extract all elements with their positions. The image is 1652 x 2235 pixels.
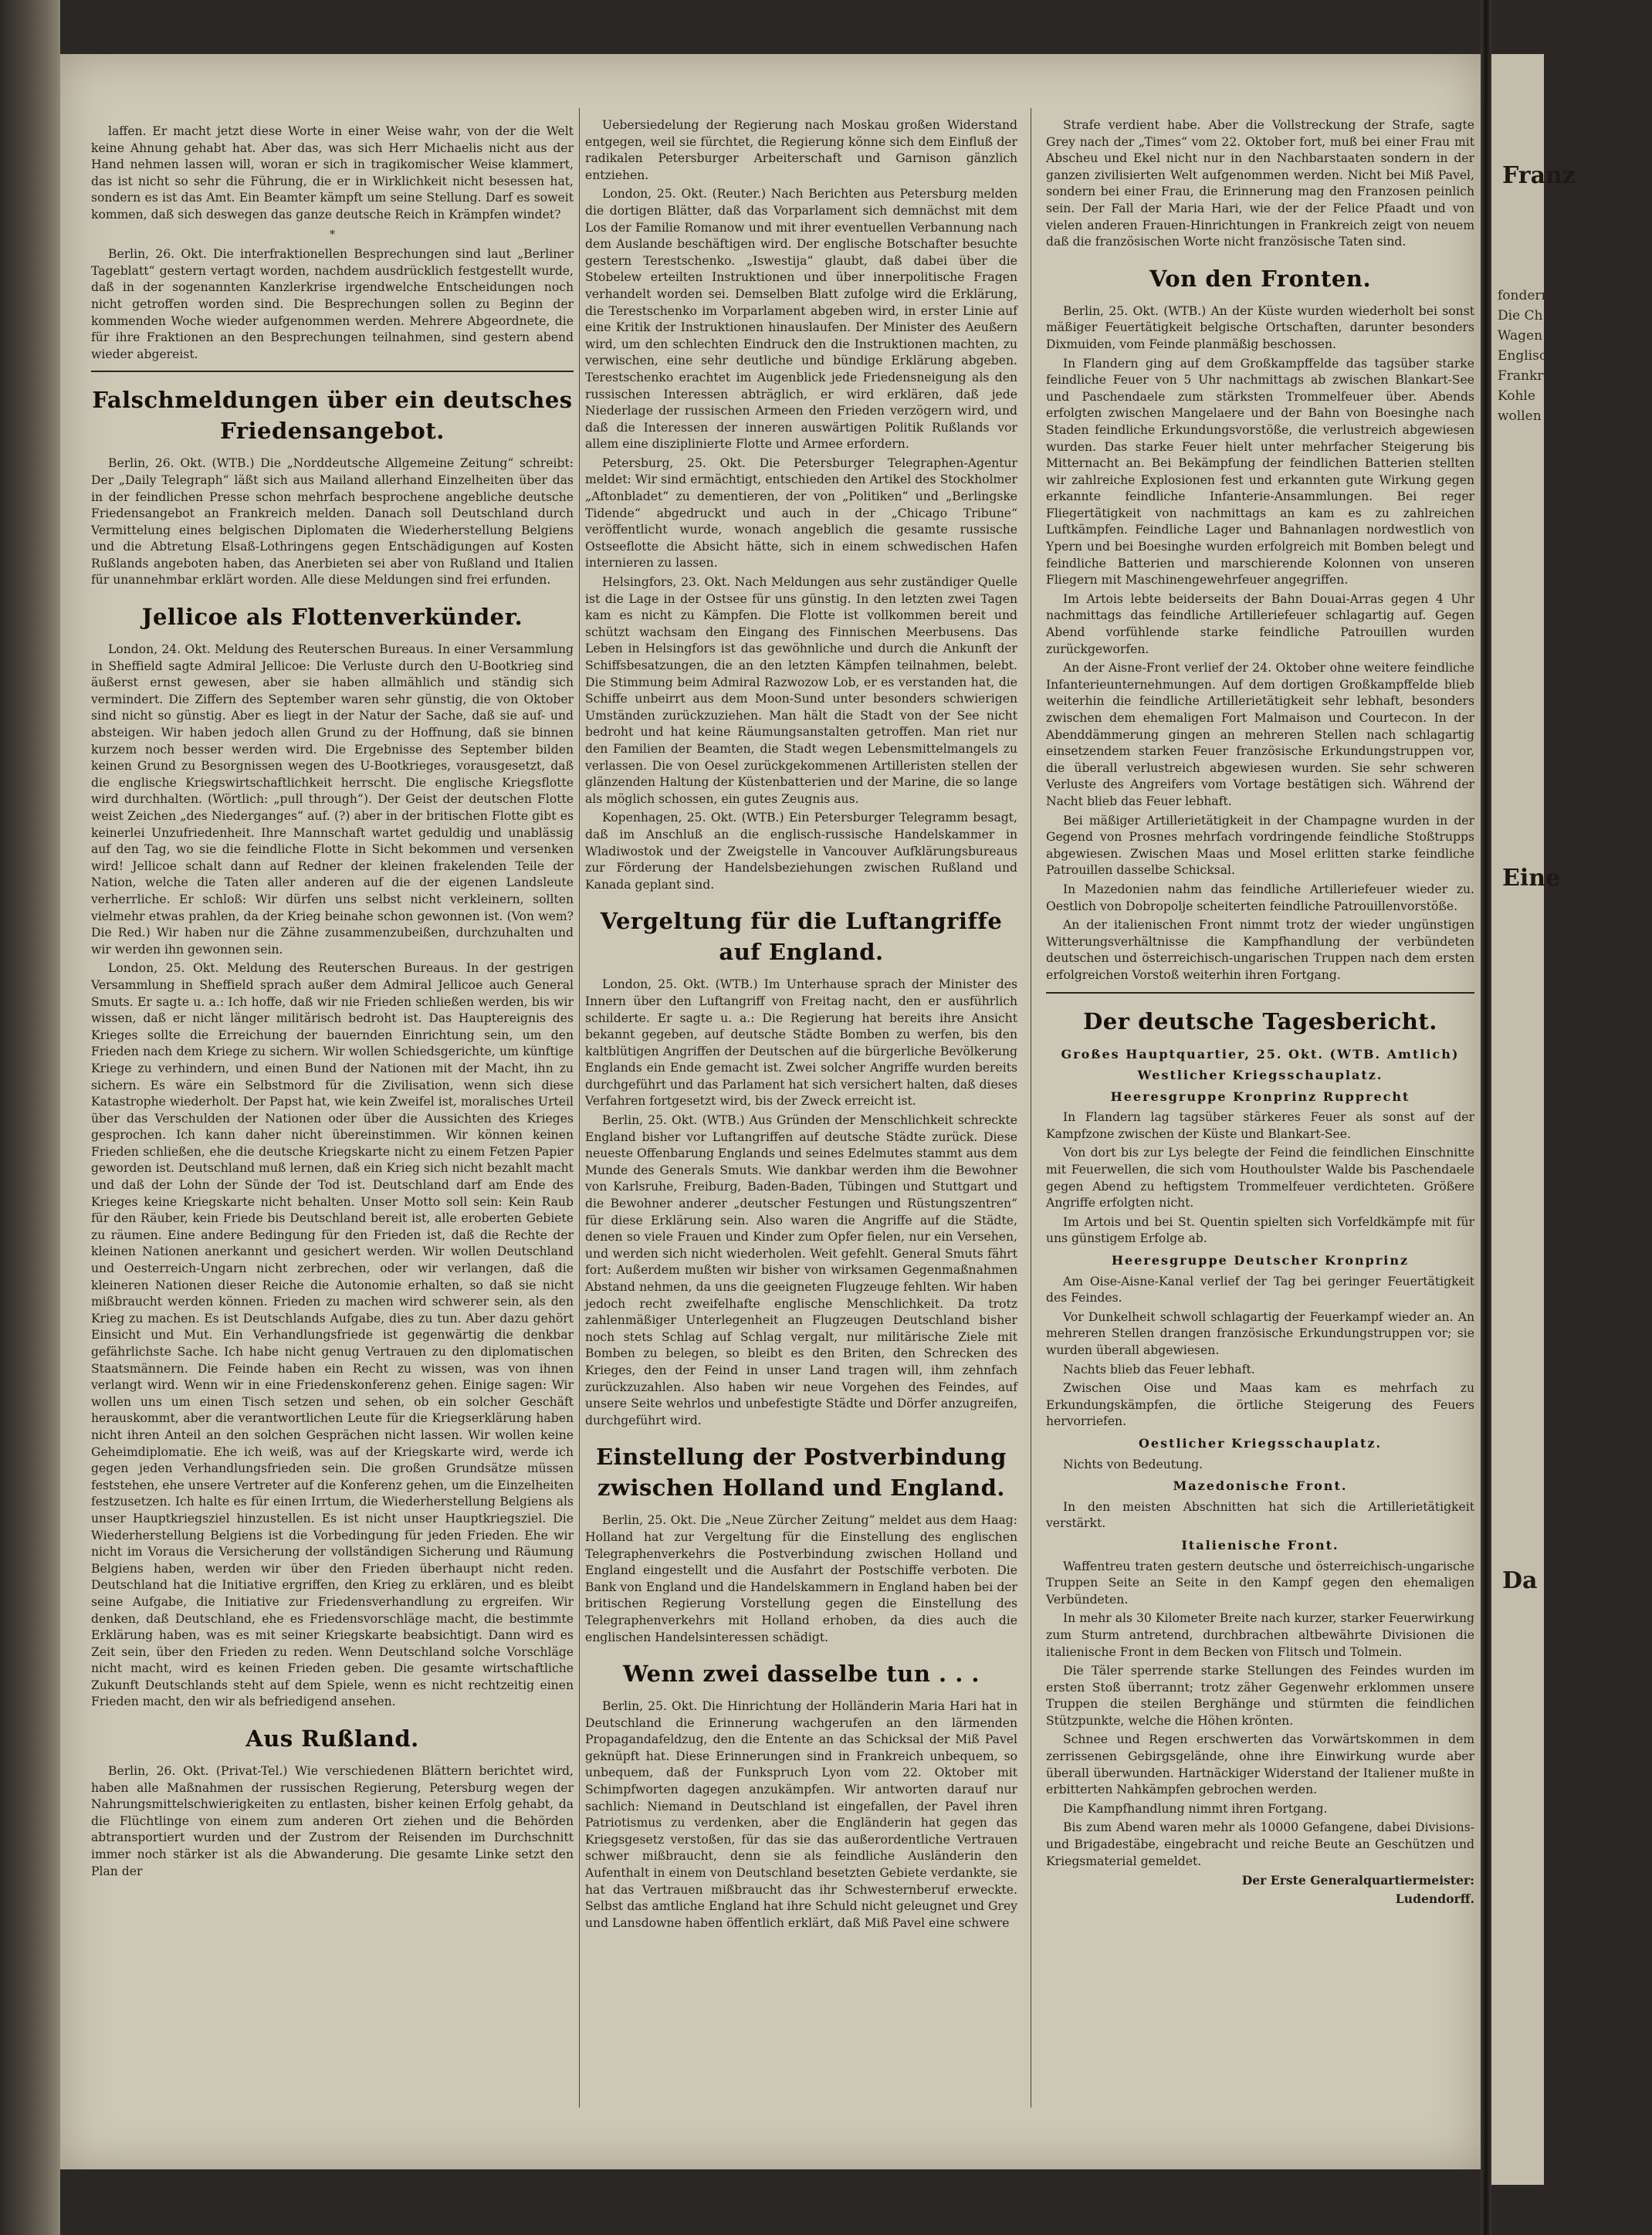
article-text: Die Kampfhandlung nimmt ihren Fortgang.: [1063, 1801, 1328, 1816]
article-text: Berlin, 26. Okt. (Privat-Tel.) Wie verschiedenen Blättern berichtet wird, haben alle Maßnahmen der russischen Regierung, Petersburg wegen der Nahrungsmittelschwierigkeiten zu entlasten, bisher keinen Erfolg gehabt, da die Flüchtlinge von einem zum anderen Ort ziehen und die Behörden abtransportiert wurden und der Zustrom der Reisenden im Durchschnitt immer noch stärker ist als die Abwanderung. Die gesamte Linke setzt den Plan der: [91, 1764, 574, 1878]
signature: Ludendorff.: [1395, 1891, 1474, 1906]
section-rule: [91, 371, 574, 372]
column-3: [1046, 117, 1474, 1907]
article-text: Nichts von Bedeutung.: [1063, 1457, 1203, 1471]
adjacent-heading-low: Da: [1502, 1567, 1538, 1594]
headline-falschmeldungen: Falschmeldungen über ein deutsches Friedensangebot.: [92, 387, 573, 445]
article-text: An der Aisne-Front verlief der 24. Oktober ohne weitere feindliche Infanterieunternehmungen. Auf dem dortigen Großkampffelde blieb weiterhin die feindliche Artillerietätigkeit sehr lebhaft, besonders zwischen dem ehemaligen Fort Malmaison und Courtecon. In der Abenddämmerung gingen an mehreren Stellen nach schlagartig einsetzendem starken Feuer französische Erkundungstruppen vor, die überall verlustreich abgewiesen wurden. Sie sehr schweren Verluste des Angreifers vom Vortage bestätigen sich. Während der Nacht blieb das Feuer lebhaft.: [1046, 661, 1474, 808]
closing-title: Der Erste Generalquartiermeister:: [1241, 1873, 1474, 1888]
article-text: Bis zum Abend waren mehr als 10000 Gefangene, dabei Divisions- und Brigadestäbe, eingebracht und reiche Beute an Geschützen und Kriegsmaterial gemeldet.: [1046, 1820, 1474, 1868]
article-text: laffen. Er macht jetzt diese Worte in einer Weise wahr, von der die Welt keine Ahnung gehabt hat. Aber das, was sich Herr Michaelis nicht aus der Hand nehmen lassen will, woran er sich in tragikomischer Weise klammert, das ist nicht so sehr die Führung, die er in Wirklichkeit nicht besessen hat, sondern es ist das Amt. Ein Beamter kämpft um seine Stellung. Darf es soweit kommen, daß sich deswegen das ganze deutsche Reich in Krämpfen windet?: [91, 124, 574, 222]
headline-wenn-zwei: Wenn zwei dasselbe tun . . .: [622, 1661, 980, 1688]
column-1: [91, 124, 574, 1882]
article-text: Waffentreu traten gestern deutsche und österreichisch-ungarische Truppen Seite an Seite in den Kampf gegen den ehemaligen Verbündeten.: [1046, 1559, 1474, 1607]
article-text: Schnee und Regen erschwerten das Vorwärtskommen in dem zerrissenen Gebirgsgelände, ohne ihre Einwirkung wurde aber überall überwunden. Hartnäckiger Widerstand der Italiener mußte in erbitterten Nahkämpfen gebrochen werden.: [1046, 1732, 1474, 1797]
article-text: In Flandern ging auf dem Großkampffelde das tagsüber starke feindliche Feuer von 5 Uhr nachmittags ab zwischen Blankart-See und Paschendaele zum stärksten Trommelfeuer über. Abends erfolgten zwischen Mangelaere und der Bahn von Boesinghe nach Staden feindliche Erkundungsvorstöße, die verlustreich abgewiesen wurden. Das starke Feuer hielt unter mehrfacher Steigerung bis Mitternacht an. Bei Bekämpfung der feindlichen Batterien stellten wir zahlreiche Explosionen fest und erkannten gute Wirkung gegen erkannte feindliche Infanterie-Ansammlungen. Bei reger Fliegertätigkeit von nachmittags an kam es zu zahlreichen Luftkämpfen. Feindliche Lager und Bahnanlagen nordwestlich von Ypern und bei Boesinghe wurden erfolgreich mit Bomben belegt und feindliche Batterien und marschierende Kolonnen von unseren Fliegern mit Maschinengewehrfeuer angegriffen.: [1046, 356, 1474, 588]
headline-vergeltung: Vergeltung für die Luftangriffe auf England.: [600, 908, 1003, 966]
subheading-rupprecht: Heeresgruppe Kronprinz Rupprecht: [1110, 1089, 1410, 1104]
subheading-west: Westlicher Kriegsschauplatz.: [1137, 1068, 1383, 1083]
article-text: Im Artois lebte beiderseits der Bahn Douai-Arras gegen 4 Uhr nachmittags das feindliche Artilleriefeuer schlagartig auf. Gegen Abend vorfühlende starke feindliche Patrouillen wurden zurückgeworfen.: [1046, 591, 1474, 656]
article-text: Kopenhagen, 25. Okt. (WTB.) Ein Petersburger Telegramm besagt, daß im Anschluß an die englisch-russische Handelskammer in Wladiwostok und der Zweigstelle in Vancouver Aufklärungsbureaus zur Förderung der Handelsbeziehungen zwischen Rußland und Kanada geplant sind.: [585, 811, 1017, 892]
subheading-ost: Oestlicher Kriegsschauplatz.: [1138, 1435, 1383, 1451]
headline-tagesbericht: Der deutsche Tagesbericht.: [1083, 1007, 1437, 1035]
separator-star: *: [330, 228, 335, 241]
article-text: Berlin, 26. Okt. Die interfraktionellen Besprechungen sind laut „Berliner Tageblatt“ gestern vertagt worden, nachdem ausdrücklich festgestellt wurde, daß in der sogenannten Kanzlerkrise irgendwelche Entscheidungen noch nicht getroffen worden sind. Die Besprechungen sollen zu Beginn der kommenden Woche wieder aufgenommen werden. Mehrere Abgeordnete, die für ihre Fraktionen an den Besprechungen teilnahmen, sind gestern abend wieder abgereist.: [91, 247, 574, 361]
article-text: Berlin, 26. Okt. (WTB.) Die „Norddeutsche Allgemeine Zeitung“ schreibt: Der „Daily Telegraph“ läßt sich aus Mailand allerhand Einzelheiten über das in der feindlichen Presse schon mehrfach besprochene angebliche deutsche Friedensangebot an Frankreich melden. Danach soll Deutschland durch Vermittelung eines belgischen Diplomaten die Wiederherstellung Belgiens und die Abtretung Elsaß-Lothringens gegen Entschädigungen auf Kosten Rußlands angeboten haben, das Anerbieten sei aber von Rußland und Italien für unannehmbar erklärt worden. Alle diese Meldungen sind frei erfunden.: [91, 456, 574, 588]
article-text: Bei mäßiger Artillerietätigkeit in der Champagne wurden in der Gegend von Prosnes mehrfach vordringende feindliche Stoßtrupps abgewiesen. Zwischen Maas und Mosel erlitten starke feindliche Patrouillen dasselbe Schicksal.: [1046, 813, 1474, 878]
headline-von-den-fronten: Von den Fronten.: [1149, 265, 1372, 292]
article-text: Strafe verdient habe. Aber die Vollstreckung der Strafe, sagte Grey nach der „Times“ vom 22. Oktober fort, muß bei einer Frau mit Abscheu und Ekel nicht nur in den Nachbarstaaten sondern in der ganzen zivilisierten Welt aufgenommen werden. Nicht bei Miß Pavel, sondern bei einer Frau, die Erinnerung mag den Franzosen peinlich sein. Der Fall der Maria Hari, wie der der Felice Pfaadt und von vielen anderen Frauen-Hinrichtungen in Frankreich zeigt von neuem daß die französischen Worte nicht französische Taten sind.: [1046, 118, 1474, 249]
article-text: London, 25. Okt. (Reuter.) Nach Berichten aus Petersburg melden die dortigen Blätter, daß das Vorparlament sich demnächst mit dem Los der Familie Romanow und mit ihrer eventuellen Verbannung nach dem Auslande beschäftigen wird. Der englische Botschafter besuchte gestern Terestschenko. „Iswestija“ glaubt, daß dabei über die Stobelew erteilten Instruktionen und über innerpolitische Fragen verhandelt worden sei. Demselben Blatt zufolge wird die Erklärung, die Terestschenko im Vorparlament abgeben wird, in erster Linie auf eine Kritik der Instruktionen hinauslaufen. Der Minister des Aeußern wird, um den schlechten Eindruck den die Instruktionen machten, zu verwischen, eine sehr deutliche und bündige Erklärung abgeben. Terestschenko erachtet im Augenblick jede Friedensneigung als den russischen Interessen abträglich, er wird erklären, daß jede Niederlage der russischen Armeen den Frieden verzögern wird, und daß die Interessen der inneren auswärtigen Politik Rußlands vor allem eine disziplinierte Flotte und Armee erfordern.: [585, 187, 1017, 452]
subheading-mazedonien: Mazedonische Front.: [1173, 1478, 1348, 1494]
article-text: Uebersiedelung der Regierung nach Moskau großen Widerstand entgegen, weil sie fürchtet, die Regierung könne sich dem Einfluß der radikalen Petersburger Arbeiterschaft und Garnison gänzlich entziehen.: [585, 118, 1017, 182]
column-rule-1: [579, 108, 580, 2108]
article-text: Petersburg, 25. Okt. Die Petersburger Telegraphen-Agentur meldet: Wir sind ermächtigt, entschieden den Artikel des Stockholmer „Aftonbladet“ zu dementieren, der von „Politiken“ und „Berlingske Tidende“ abgedruckt und auch in der „Chicago Tribune“ veröffentlicht wurde, wonach angeblich die gesamte russische Ostseeflotte die Absicht hätte, sich in einem schwedischen Hafen internieren zu lassen.: [585, 455, 1017, 571]
article-text: Berlin, 25. Okt. Die „Neue Zürcher Zeitung“ meldet aus dem Haag: Holland hat zur Vergeltung für die Einstellung des englischen Telegraphenverkehrs die Postverbindung zwischen Holland und England eingestellt und die Ausfahrt der Postschiffe verboten. Die Bank von England und die Handelskammern in England haben bei der britischen Regierung Vorstellung gegen die Einstellung des Telegraphenverkehrs mit Holland erhoben, da dies auch die englischen Handelsinteressen schädigt.: [585, 1513, 1017, 1644]
article-text: Im Artois und bei St. Quentin spielten sich Vorfeldkämpfe mit für uns günstigem Erfolge ab.: [1046, 1214, 1474, 1246]
article-text: Zwischen Oise und Maas kam es mehrfach zu Erkundungskämpfen, die örtliche Steigerung des Feuers hervorriefen.: [1046, 1381, 1474, 1429]
adjacent-text: fondern Die Ch Wagen Englisch Frankr Kohle wollen: [1498, 288, 1556, 424]
subheading-kronprinz: Heeresgruppe Deutscher Kronprinz: [1111, 1253, 1410, 1268]
headline-jellicoe: Jellicoe als Flottenverkünder.: [141, 604, 523, 631]
article-text: In Mazedonien nahm das feindliche Artilleriefeuer wieder zu. Oestlich von Dobropolje scheiterten feindliche Patrouillenvorstöße.: [1046, 882, 1474, 913]
column-2: [585, 117, 1017, 1934]
article-text: Berlin, 25. Okt. (WTB.) Aus Gründen der Menschlichkeit schreckte England bisher vor Luftangriffen auf deutsche Städte zurück. Diese neueste Offenbarung Englands und seines Edelmutes stammt aus dem Munde des Generals Smuts. Wie dankbar werden ihm die Bewohner von Karlsruhe, Freiburg, Baden-Baden, Tübingen und Stuttgart und die Bewohner anderer „deutscher Festungen und Rüstungszentren“ für diese Erklärung sein. Also waren die Angriffe auf die Städte, denen so viele Frauen und Kinder zum Opfer fielen, nur ein Versehen, und werden sich nicht wiederholen. Weit gefehlt. General Smuts fährt fort: Außerdem mußten wir bisher von wirksamen Gegenmaßnahmen Abstand nehmen, da uns die geeigneten Flugzeuge fehlten. Wir haben jedoch recht zweifelhafte englische Menschlichkeit. Da trotz zahlenmäßiger Unterlegenheit an Flugzeugen Deutschland bisher noch stets Schlag auf Schlag vergalt, nur militärische Ziele mit Bomben zu belegen, so bleibt es den Briten, den Schrecken des Krieges, den der Feind in unser Land tragen will, ihm zehnfach zurückzuzahlen. Also haben wir neue Vorgehen des Feindes, auf unsere Seite wehrlos und unbefestigte Städte und Dörfer anzugreifen, durchgeführt wird.: [585, 1113, 1017, 1427]
article-text: London, 25. Okt. (WTB.) Im Unterhause sprach der Minister des Innern über den Luftangriff von Freitag nacht, den er ausführlich schilderte. Er sagte u. a.: Die Regierung hat bereits ihre Ansicht bekannt gegeben, auf deutsche Städte Bomben zu werfen, bis den kaltblütigen Angriffen der Deutschen auf die bürgerliche Bevölkerung Englands ein Ende gemacht ist. Zwei solcher Angriffe wurden bereits durchgeführt und das Parlament hat sich versichert halten, daß dieses Verfahren fortgesetzt wird, bis der Zweck erreicht ist.: [585, 977, 1017, 1109]
adjacent-page: [1491, 54, 1576, 2185]
article-text: Von dort bis zur Lys belegte der Feind die feindlichen Einschnitte mit Feuerwellen, die sich vom Houthoulster Walde bis Paschendaele gegen Abend zu heftigstem Trommelfeuer verdichteten. Größere Angriffe erfolgten nicht.: [1046, 1146, 1474, 1211]
dateline: Großes Hauptquartier, 25. Okt. (WTB. Amtlich): [1061, 1046, 1460, 1062]
subheading-italien: Italienische Front.: [1181, 1537, 1339, 1553]
book-gutter-left: [0, 0, 60, 2235]
article-text: London, 25. Okt. Meldung des Reuterschen Bureaus. In der gestrigen Versammlung in Sheffield sprach außer dem Admiral Jellicoe auch General Smuts. Er sagte u. a.: Ich hoffe, daß wir nie Frieden schließen werden, bis wir wissen, daß er nicht länger militärisch bedroht ist. Das Hauptereignis des Krieges sollte die Erreichung der bauernden Einrichtung sein, um den Frieden nach dem Kriege zu sichern. Wir wollen Schiedsgerichte, um künftige Kriege zu verhindern, und einen Bund der Nationen mit der Macht, ihn zu sichern. Es wäre ein Selbstmord für die Zivilisation, wenn sich diese Katastrophe wiederholt. Der Papst hat, wie kein Zweifel ist, moralisches Urteil über das Verschulden der Nationen oder über die Aussichten des Krieges gesprochen. Ich kann daher nicht übereinstimmen. Wir können keinen Frieden schließen, ehe die deutsche Kriegskarte nicht zu einem Fetzen Papier geworden ist. Deutschland muß lernen, daß ein Krieg sich nicht bezahlt macht und daß der Lohn der Sünde der Tod ist. Deutschland darf am Ende des Krieges keine Kriegskarte nicht behalten. Unser Motto soll sein: Kein Raub für den Räuber, kein Friede bis Deutschland bereit ist, alle eroberten Gebiete zu räumen. Eine andere Bedingung für den Frieden ist, daß die Rechte der kleinen Nationen anerkannt und gesichert werden. Wir wollen Deutschland und Oesterreich-Ungarn nicht zerbrechen, oder wir verlangen, daß die kleineren Nationen dieser Reiche die Autonomie erhalten, so daß sie nicht mißbraucht werden können. Frieden zu machen wird schwerer sein, als den Krieg zu machen. Es ist Deutschlands Aufgabe, dies zu tun. Aber dazu gehört Einsicht und Mut. Ein Verhandlungsfriede ist gegenwärtig die denkbar gefährlichste Sache. Ich habe nicht genug Vertrauen zu den diplomatischen Staatsmännern. Die Feinde haben ein Recht zu wissen, was von ihnen verlangt wird. Wenn wir in eine Friedenskonferenz gehen. Einige sagen: Wir wollen uns um einen Tisch setzen und sehen, ob ein solcher Geschäft herauskommt, aber die verantwortlichen Leute für die Kriegserklärung haben nicht ihren Anteil an den solchen Gesprächen nicht lassen. Wir wollen keine Geheimdiplomatie. Ehe ich weiß, was auf der Kriegskarte wird, werde ich gegen jeden Verhandlungsfrieden sein. Die großen Grundsätze müssen feststehen, ehe unsere Vertreter auf die Konferenz gehen, um die Einzelheiten festzusetzen. Ich halte es für einen Irrtum, die Wiederherstellung Belgiens als unser Hauptkriegsziel hinzustellen. Es ist nicht unser Hauptkriegsziel. Die Wiederherstellung Belgiens ist die Vorbedingung für jeden Frieden. Ehe wir nicht im Voraus die Versicherung der vollständigen Sicherung und Räumung Belgiens haben, werden wir über den Frieden überhaupt nicht reden. Deutschland hat die Initiative ergriffen, den Krieg zu erklären, und es bleibt seine Aufgabe, die Initiative zur Friedensverhandlung zu ergreifen. Wir denken, daß Deutschland, ehe es Friedensvorschläge macht, die bestimmte Erklärung haben, was es mit seiner Kriegskarte beabsichtigt. Dann wird es Zeit sein, über den Frieden zu reden. Wenn Deutschland solche Vorschläge nicht macht, wird es keinen Frieden geben. Die gesamte wirtschaftliche Zukunft Deutschlands steht auf dem Spiele, wenn es nicht rechtzeitig einen Frieden macht, den wir als befriedigend ansehen.: [91, 961, 574, 1709]
article-text: In den meisten Abschnitten hat sich die Artillerietätigkeit verstärkt.: [1046, 1499, 1474, 1531]
article-text: Die Täler sperrende starke Stellungen des Feindes wurden im ersten Stoß überrannt; trotz zäher Gegenwehr erklommen unsere Truppen die steilen Berghänge und stürmten die feindlichen Stützpunkte, welche die Höhen krönten.: [1046, 1664, 1474, 1728]
article-text: Berlin, 25. Okt. (WTB.) An der Küste wurden wiederholt bei sonst mäßiger Feuertätigkeit belgische Ortschaften, darunter besonders Dixmuiden, vom Feinde planmäßig beschossen.: [1046, 303, 1474, 351]
article-text: In mehr als 30 Kilometer Breite nach kurzer, starker Feuerwirkung zum Sturm antretend, durchbrachen altbewährte Divisionen die italienische Front in dem Becken von Flitsch und Tolmein.: [1046, 1611, 1474, 1659]
adjacent-heading-top: Franz: [1502, 162, 1576, 189]
article-text: London, 24. Okt. Meldung des Reuterschen Bureaus. In einer Versammlung in Sheffield sagte Admiral Jellicoe: Die Verluste durch den U-Bootkrieg sind äußerst ernst gewesen, aber sie haben allmählich und ständig sich vermindert. Die Ziffern des September waren sehr günstig, die von Oktober sind nicht so günstig. Aber es liegt in der Natur der Sache, daß sie auf- und absteigen. Wir haben jedoch allen Grund zu der Hoffnung, daß sie binnen kurzem noch besser werden wird. Die Ergebnisse des September bilden keinen Grund zu Besorgnissen wegen des U-Bootkrieges, vorausgesetzt, daß die englische Kriegswirtschaftlichkeit herrscht. Die englische Kriegsflotte wird durchhalten. (Wörtlich: „pull through“). Der Geist der deutschen Flotte weist Zeichen „des Niederganges“ auf. (?) aber in der britischen Flotte gibt es keinerlei Unzufriedenheit. Ihre Mannschaft wartet geduldig und unablässig auf den Tag, wo sie die feindliche Flotte in Sicht bekommen und versenken wird! Jellicoe schalt dann auf Redner der kleinen frakelenden Teile der Nation, welche die Taten aller anderen auf die der eigenen Landsleute verherrliche. Er schloß: Wir dürfen uns selbst nicht verkleinern, sollten vielmehr etwas prahlen, da der Krieg beinahe schon gewonnen ist. (Von wem? Die Red.) Wir haben nur die Zähne zusammenzubeißen, durchzuhalten und wir werden ihn gewonnen sein.: [91, 642, 574, 957]
article-text: Vor Dunkelheit schwoll schlagartig der Feuerkampf wieder an. An mehreren Stellen drangen französische Erkundungstruppen vor; sie wurden überall abgewiesen.: [1046, 1309, 1474, 1357]
article-text: In Flandern lag tagsüber stärkeres Feuer als sonst auf der Kampfzone zwischen der Küste und Blankart-See.: [1046, 1110, 1474, 1141]
article-text: An der italienischen Front nimmt trotz der wieder ungünstigen Witterungsverhältnisse die Kampfhandlung der verbündeten deutschen und österreichisch-ungarischen Truppen nach dem ersten erfolgreichen Vorstoß weiterhin ihren Fortgang.: [1046, 918, 1474, 982]
article-text: Helsingfors, 23. Okt. Nach Meldungen aus sehr zuständiger Quelle ist die Lage in der Ostsee für uns günstig. In den letzten zwei Tagen kam es nicht zu Kämpfen. Die Flotte ist vollkommen bereit und schützt wachsam den Eingang des Finnischen Meerbusens. Das Leben in Helsingfors ist das gewöhnliche und durch die Ankunft der Schiffsbesatzungen, die an den letzten Kämpfen teilnahmen, belebt. Die Stimmung beim Admiral Razwozow Lob, er es verstanden hat, die Schiffe unbeirrt aus dem Moon-Sund unter besonders schwierigen Umständen zurückzuziehen. Man hält die Stadt von der See nicht bedroht und hat keine Räumungsanstalten getroffen. Man riet nur den Familien der Beamten, die Stadt wegen Lebensmittelmangels zu verlassen. Die von Oesel zurückgekommenen Artilleristen stellen der glänzenden Haltung der Küstenbatterien und der Marine, die so lange als möglich schossen, ein gutes Zeugnis aus.: [585, 575, 1017, 806]
headline-einstellung: Einstellung der Postverbindung zwischen Holland und England.: [596, 1444, 1007, 1502]
adjacent-heading-mid: Eine: [1502, 865, 1561, 892]
book-spine: [1481, 0, 1491, 2235]
article-text: Am Oise-Aisne-Kanal verlief der Tag bei geringer Feuertätigkeit des Feindes.: [1046, 1274, 1474, 1305]
article-text: Berlin, 25. Okt. Die Hinrichtung der Holländerin Maria Hari hat in Deutschland die Erinnerung wachgerufen an den lärmenden Propagandafeldzug, den die Entente an das Schicksal der Miß Pavel geknüpft hat. Diese Erinnerungen sind in Frankreich unbequem, so unbequem, daß der Funkspruch Lyon vom 22. Oktober mit Schimpfworten dagegen anzukämpfen. Wir antworten darauf nur sachlich: Niemand in Deutschland ist eingefallen, der Pavel ihren Patriotismus zu verdenken, aber die Engländerin hat gegen das Kriegsgesetz verstoßen, für das sie das außerordentliche Vertrauen schwer mißbraucht, denn sie als feindliche Ausländerin den Aufenthalt in einem von Deutschland besetzten Gebiete verdankte, sie hat das Vertrauen mißbraucht das ihr Schwesternberuf erweckte. Selbst das amtliche England hat ihre Schuld nicht geleugnet und Grey und Lansdowne haben öffentlich erklärt, daß Miß Pavel eine schwere: [585, 1699, 1017, 1930]
article-text: Nachts blieb das Feuer lebhaft.: [1063, 1362, 1255, 1377]
headline-russland: Aus Rußland.: [245, 1725, 419, 1752]
section-rule: [1046, 992, 1474, 994]
